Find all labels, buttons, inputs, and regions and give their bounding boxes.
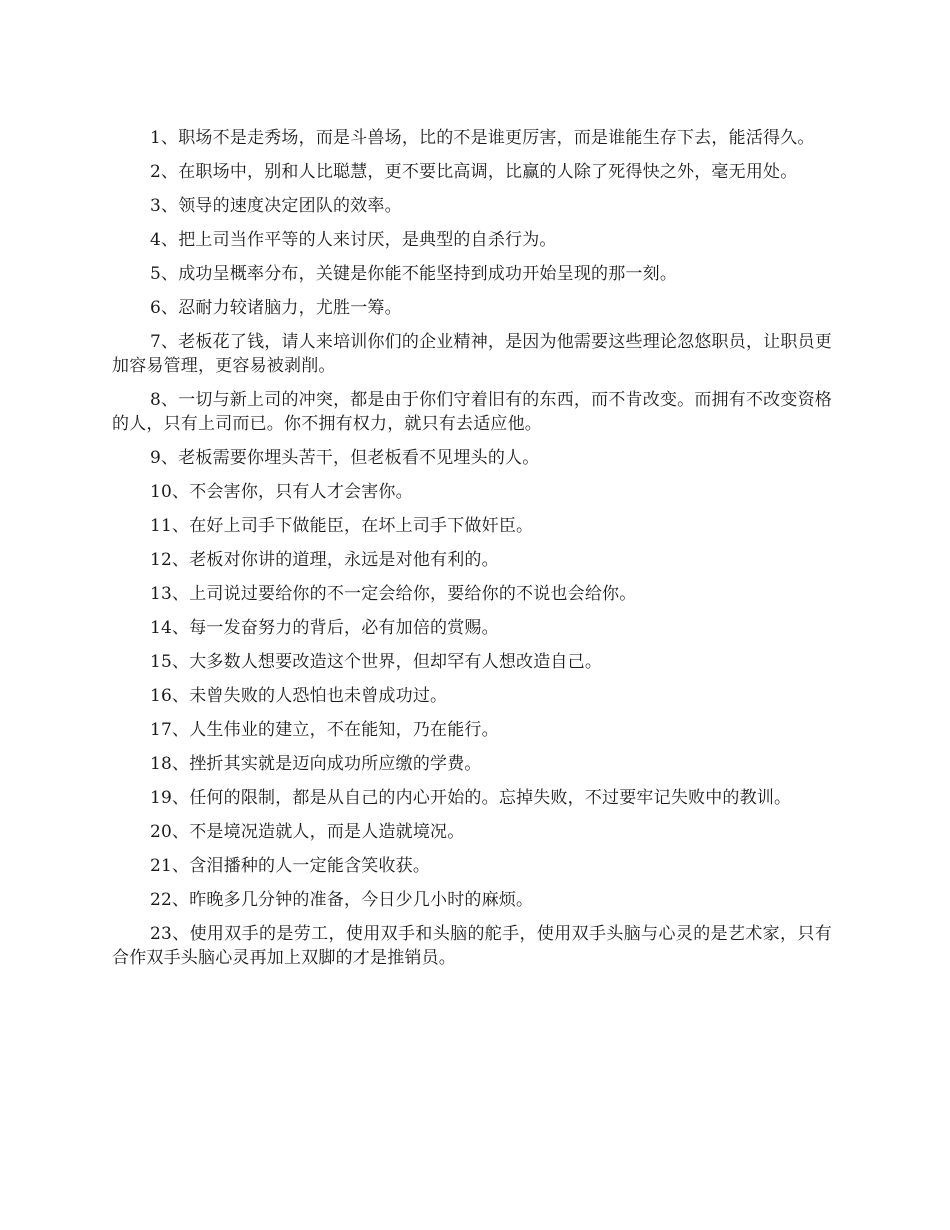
paragraph-20: 20、不是境况造就人，而是人造就境况。: [150, 822, 465, 842]
paragraph-17: 17、人生伟业的建立，不在能知，乃在能行。: [150, 720, 499, 740]
paragraph-6: 6、忍耐力较诸脑力，尤胜一筹。: [150, 298, 402, 318]
paragraph-19: 19、任何的限制，都是从自己的内心开始的。忘掉失败，不过要牢记失败中的教训。: [150, 788, 792, 808]
paragraph-18: 18、挫折其实就是迈向成功所应缴的学费。: [150, 754, 482, 774]
paragraph-9: 9、老板需要你埋头苦干，但老板看不见埋头的人。: [150, 448, 540, 468]
paragraph-1: 1、职场不是走秀场，而是斗兽场，比的不是谁更厉害，而是谁能生存下去，能活得久。: [150, 128, 815, 148]
paragraph-8: 8、一切与新上司的冲突，都是由于你们守着旧有的东西，而不肯改变。而拥有不改变资格的人，只有上司而已。你不拥有权力，就只有去适应他。: [112, 390, 832, 434]
paragraph-22: 22、昨晚多几分钟的准备，今日少几小时的麻烦。: [150, 890, 534, 910]
paragraph-10: 10、不会害你，只有人才会害你。: [150, 482, 413, 502]
paragraph-13: 13、上司说过要给你的不一定会给你，要给你的不说也会给你。: [150, 584, 637, 604]
paragraph-15: 15、大多数人想要改造这个世界，但却罕有人想改造自己。: [150, 652, 603, 672]
paragraph-5: 5、成功呈概率分布，关键是你能不能坚持到成功开始呈现的那一刻。: [150, 264, 678, 284]
paragraph-16: 16、未曾失败的人恐怕也未曾成功过。: [150, 686, 448, 706]
paragraph-3: 3、领导的速度决定团队的效率。: [150, 196, 402, 216]
paragraph-21: 21、含泪播种的人一定能含笑收获。: [150, 856, 431, 876]
paragraph-7: 7、老板花了钱，请人来培训你们的企业精神，是因为他需要这些理论忽悠职员，让职员更加容易管理，更容易被剥削。: [112, 332, 832, 376]
document-body: [112, 126, 832, 980]
paragraph-11: 11、在好上司手下做能臣，在坏上司手下做奸臣。: [150, 516, 534, 536]
paragraph-2: 2、在职场中，别和人比聪慧，更不要比高调，比赢的人除了死得快之外，毫无用处。: [150, 162, 798, 182]
paragraph-14: 14、每一发奋努力的背后，必有加倍的赏赐。: [150, 618, 499, 638]
paragraph-23: 23、使用双手的是劳工，使用双手和头脑的舵手，使用双手头脑与心灵的是艺术家，只有合作双手头脑心灵再加上双脚的才是推销员。: [112, 924, 832, 968]
paragraph-4: 4、把上司当作平等的人来讨厌，是典型的自杀行为。: [150, 230, 557, 250]
paragraph-12: 12、老板对你讲的道理，永远是对他有利的。: [150, 550, 499, 570]
